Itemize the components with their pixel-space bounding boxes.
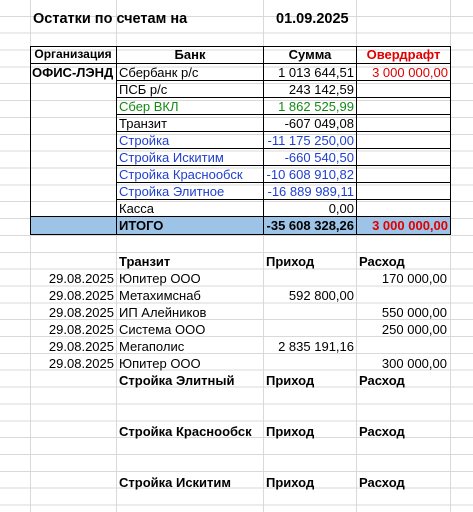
transit-expense-header[interactable]: Расход bbox=[359, 254, 405, 269]
bank-name[interactable]: Стройка bbox=[119, 133, 170, 148]
table-border bbox=[450, 46, 451, 235]
bank-amount[interactable]: -607 049,08 bbox=[284, 116, 354, 131]
section-income-header[interactable]: Приход bbox=[266, 475, 315, 490]
table-border bbox=[117, 165, 451, 166]
col-overdraft[interactable]: Овердрафт bbox=[366, 47, 441, 62]
transit-counterparty[interactable]: ИП Алейников bbox=[119, 305, 207, 320]
table-border bbox=[356, 46, 357, 235]
transit-expense[interactable]: 300 000,00 bbox=[381, 356, 447, 371]
total-amount[interactable]: -35 608 328,26 bbox=[266, 218, 354, 233]
transit-income[interactable] bbox=[266, 270, 354, 287]
col-bank[interactable]: Банк bbox=[174, 47, 206, 62]
bank-amount[interactable]: -16 889 989,11 bbox=[267, 184, 354, 199]
table-border bbox=[30, 63, 451, 64]
transit-counterparty[interactable]: Юпитер ООО bbox=[119, 356, 201, 371]
bank-name[interactable]: Стройка Краснообск bbox=[119, 167, 243, 182]
transit-income[interactable]: 592 800,00 bbox=[288, 288, 354, 303]
bank-amount[interactable]: -660 540,50 bbox=[284, 150, 354, 165]
transit-income[interactable] bbox=[266, 304, 354, 321]
organization-name[interactable]: ОФИС-ЛЭНД bbox=[32, 65, 114, 80]
table-border bbox=[117, 182, 451, 183]
transit-date[interactable]: 29.08.2025 bbox=[48, 322, 114, 337]
table-border bbox=[117, 114, 451, 115]
section-expense-header[interactable]: Расход bbox=[359, 475, 405, 490]
total-label[interactable]: ИТОГО bbox=[119, 218, 164, 233]
transit-income-header[interactable]: Приход bbox=[266, 254, 315, 269]
table-border bbox=[30, 46, 451, 47]
transit-title[interactable]: Транзит bbox=[119, 254, 171, 269]
bank-amount[interactable]: 1 862 525,99 bbox=[278, 99, 354, 114]
bank-amount[interactable]: 1 013 644,51 bbox=[278, 65, 354, 80]
transit-expense[interactable]: 170 000,00 bbox=[381, 271, 447, 286]
table-border bbox=[116, 46, 117, 235]
bank-amount[interactable]: -10 608 910,82 bbox=[266, 167, 354, 182]
transit-expense[interactable] bbox=[359, 338, 447, 355]
transit-counterparty[interactable]: Юпитер ООО bbox=[119, 271, 201, 286]
transit-expense[interactable]: 250 000,00 bbox=[381, 322, 447, 337]
bank-name[interactable]: Касса bbox=[119, 201, 155, 216]
bank-amount[interactable]: -11 175 250,00 bbox=[267, 133, 354, 148]
bank-name[interactable]: Стройка Искитим bbox=[119, 150, 224, 165]
transit-date[interactable]: 29.08.2025 bbox=[48, 288, 114, 303]
transit-counterparty[interactable]: Метахимснаб bbox=[119, 288, 201, 303]
section-expense-header[interactable]: Расход bbox=[359, 373, 405, 388]
section-expense-header[interactable]: Расход bbox=[359, 424, 405, 439]
table-border bbox=[263, 46, 264, 235]
report-date[interactable]: 01.09.2025 bbox=[276, 11, 349, 27]
table-border bbox=[30, 216, 451, 217]
section-income-header[interactable]: Приход bbox=[266, 373, 315, 388]
bank-overdraft[interactable]: 3 000 000,00 bbox=[372, 65, 448, 80]
transit-date[interactable]: 29.08.2025 bbox=[48, 305, 114, 320]
table-border bbox=[117, 80, 451, 81]
section-title[interactable]: Стройка Искитим bbox=[119, 475, 232, 490]
bank-name[interactable]: Сбербанк р/с bbox=[119, 65, 199, 80]
bank-name[interactable]: ПСБ р/с bbox=[119, 82, 168, 97]
section-income-header[interactable]: Приход bbox=[266, 424, 315, 439]
transit-date[interactable]: 29.08.2025 bbox=[48, 339, 114, 354]
transit-date[interactable]: 29.08.2025 bbox=[48, 271, 114, 286]
table-border bbox=[117, 148, 451, 149]
col-amount[interactable]: Сумма bbox=[288, 47, 332, 62]
transit-expense[interactable] bbox=[359, 287, 447, 304]
transit-counterparty[interactable]: Система ООО bbox=[119, 322, 206, 337]
bank-name[interactable]: Стройка Элитное bbox=[119, 184, 225, 199]
transit-date[interactable]: 29.08.2025 bbox=[48, 356, 114, 371]
table-border bbox=[30, 46, 31, 235]
bank-name[interactable]: Сбер ВКЛ bbox=[119, 99, 179, 114]
table-border bbox=[117, 97, 451, 98]
transit-expense[interactable]: 550 000,00 bbox=[381, 305, 447, 320]
table-border bbox=[30, 234, 451, 235]
bank-amount[interactable]: 243 142,59 bbox=[288, 82, 354, 97]
transit-income[interactable] bbox=[266, 321, 354, 338]
bank-name[interactable]: Транзит bbox=[119, 116, 168, 131]
transit-income[interactable]: 2 835 191,16 bbox=[278, 339, 354, 354]
total-overdraft[interactable]: 3 000 000,00 bbox=[372, 218, 448, 233]
table-border bbox=[117, 199, 451, 200]
sheet-title[interactable]: Остатки по счетам на bbox=[33, 11, 188, 27]
section-title[interactable]: Стройка Элитный bbox=[119, 373, 235, 388]
section-title[interactable]: Стройка Краснообск bbox=[119, 424, 252, 439]
col-organization[interactable]: Организация bbox=[34, 47, 112, 61]
transit-income[interactable] bbox=[266, 355, 354, 372]
bank-amount[interactable]: 0,00 bbox=[328, 201, 354, 216]
table-border bbox=[117, 131, 451, 132]
transit-counterparty[interactable]: Мегаполис bbox=[119, 339, 185, 354]
